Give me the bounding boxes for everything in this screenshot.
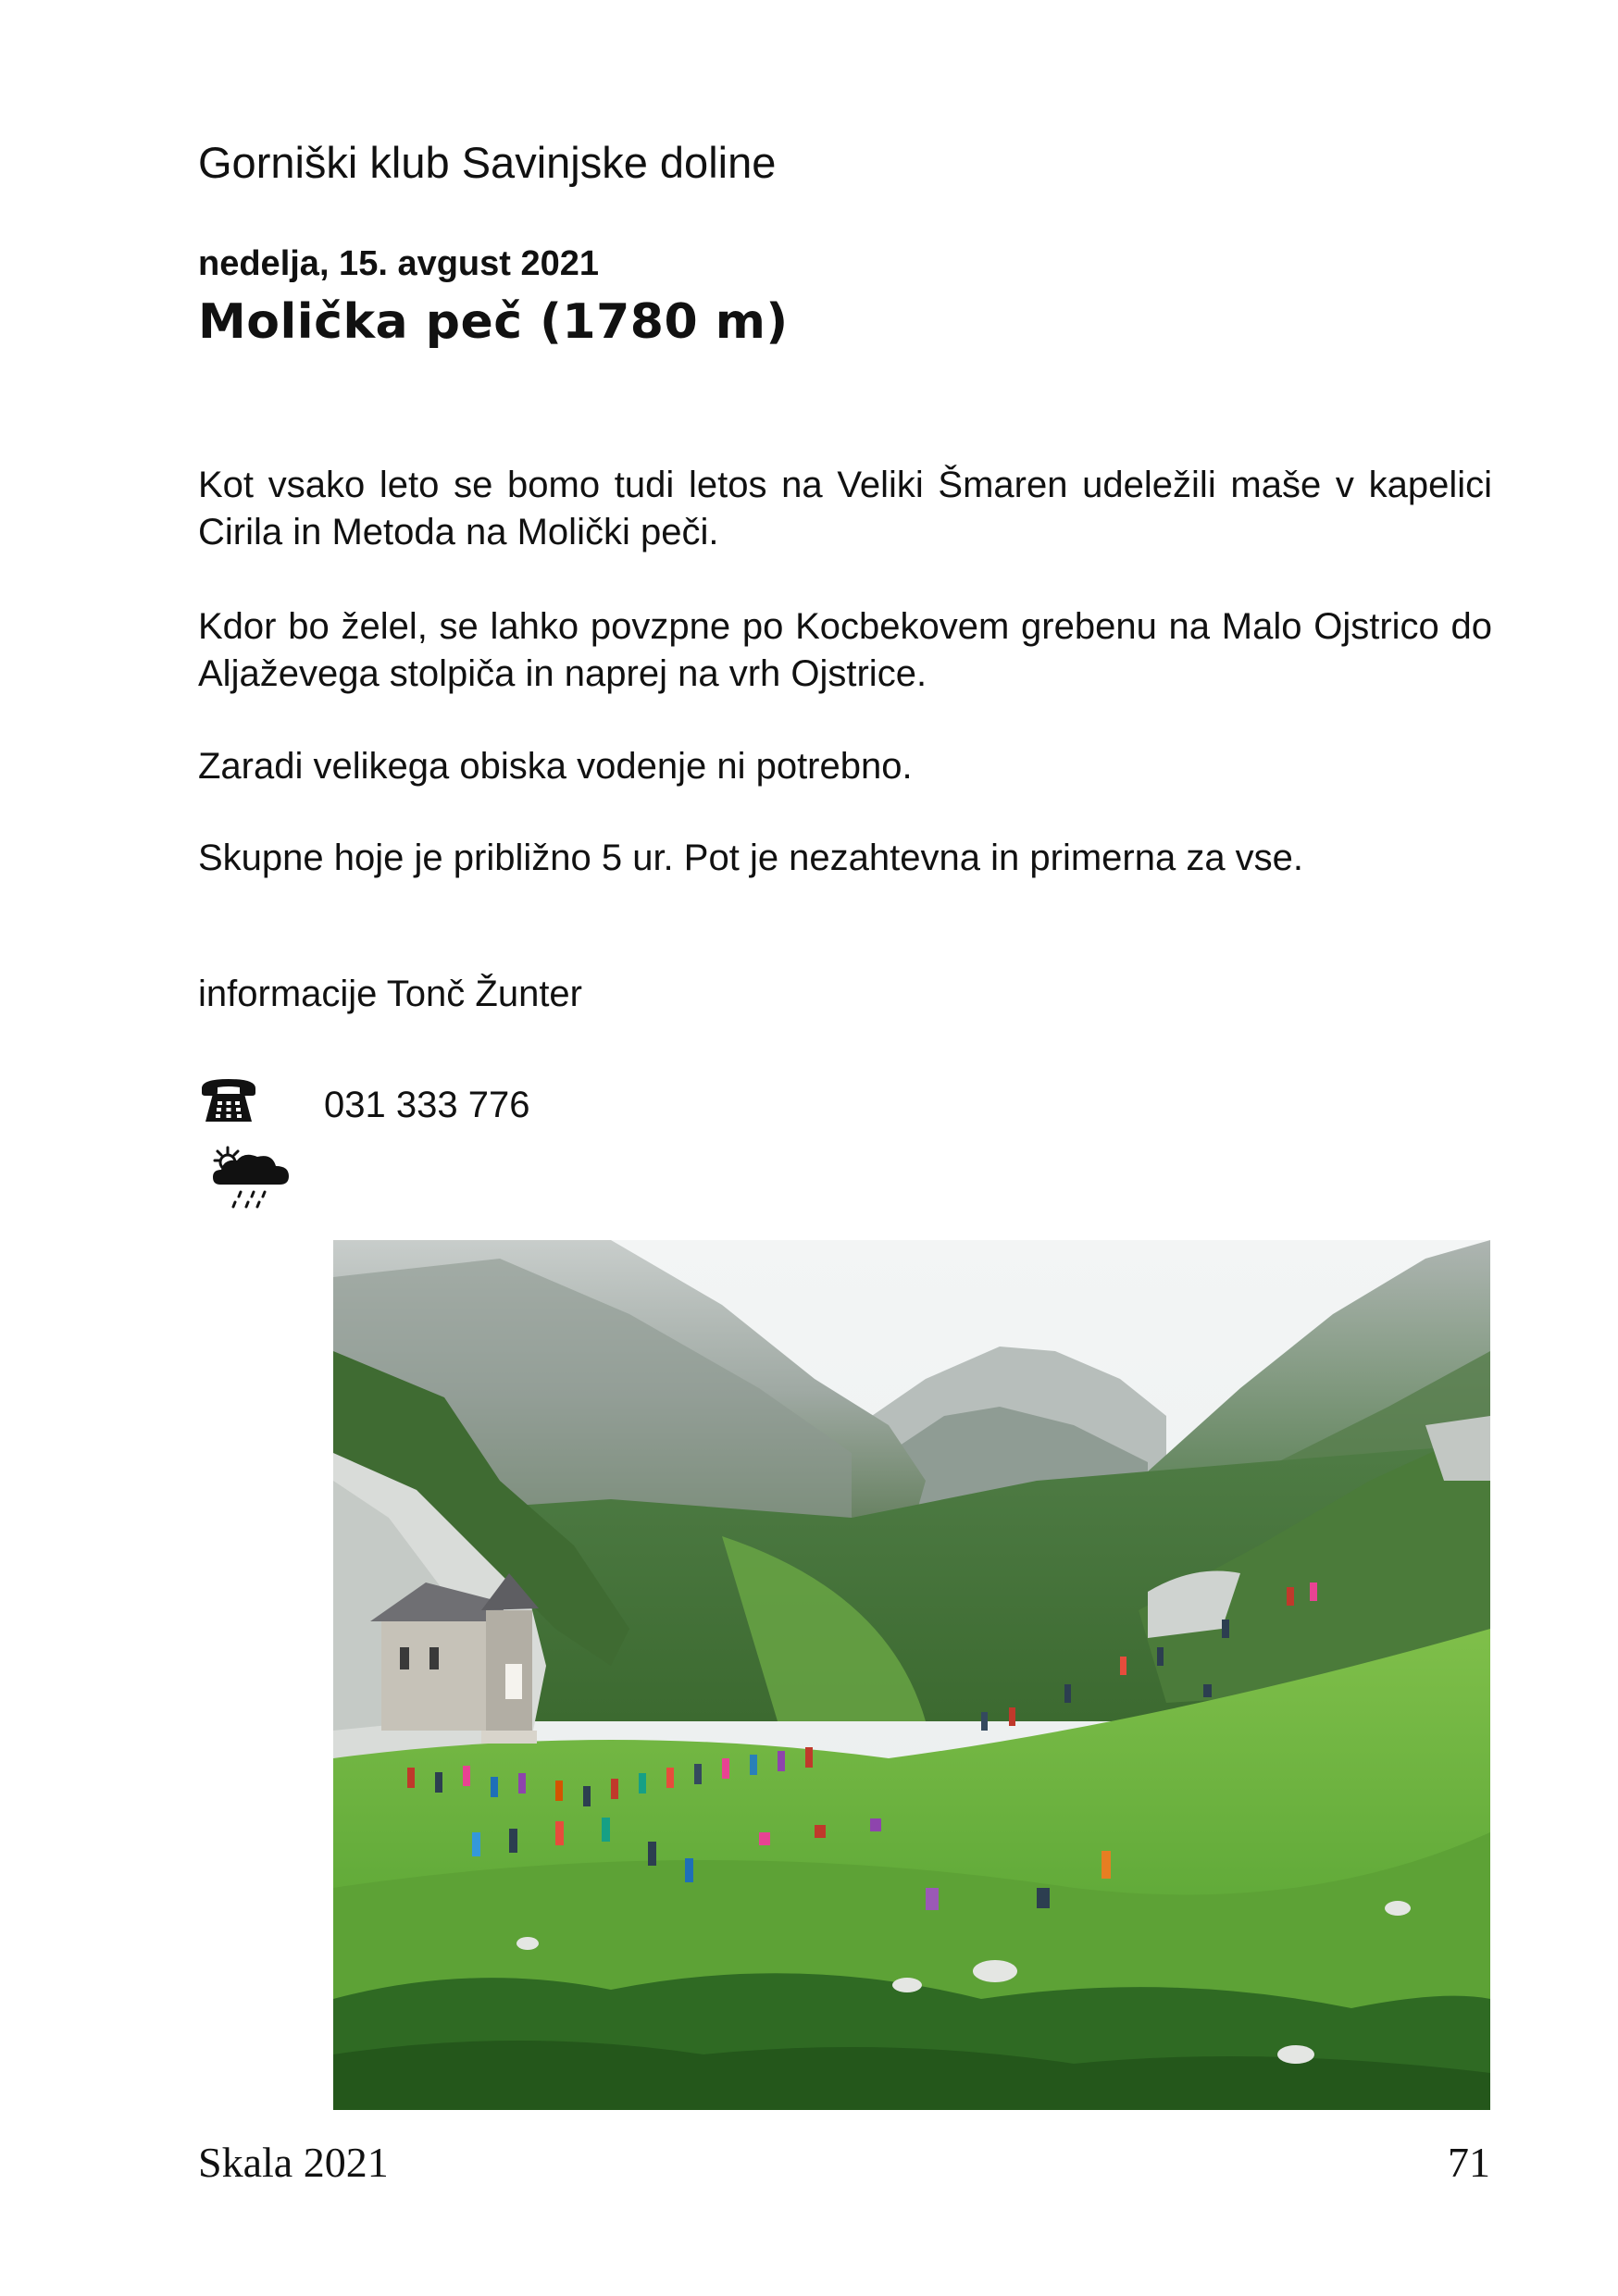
event-title: Molička peč (1780 m) <box>198 294 789 350</box>
page-number: 71 <box>1448 2139 1490 2186</box>
event-date: nedelja, 15. avgust 2021 <box>198 244 600 283</box>
photo-chapel-mountain-meadow <box>333 1240 1490 2110</box>
contact-info: informacije Tonč Žunter <box>198 974 582 1014</box>
paragraph-duration: Skupne hoje je približno 5 ur. Pot je nezahtevna in primerna za vse. <box>198 838 1304 878</box>
paragraph-mass: Kot vsako leto se bomo tudi letos na Veliki Šmaren udeležili maše v kapelici Cirila in Metoda na Molički peči. <box>198 465 1492 552</box>
paragraph-route: Kdor bo želel, se lahko povzpne po Kocbekovem grebenu na Malo Ojstrico do Aljaževega stolpiča in naprej na vrh Ojstrice. <box>198 606 1492 694</box>
phone-number: 031 333 776 <box>324 1085 530 1125</box>
club-name: Gorniški klub Savinjske doline <box>198 138 777 187</box>
paragraph-guiding: Zaradi velikega obiska vodenje ni potrebno. <box>198 746 913 787</box>
telephone-icon <box>198 1075 259 1125</box>
publication-name: Skala 2021 <box>198 2139 389 2186</box>
weather-cloud-rain-icon <box>207 1144 292 1210</box>
